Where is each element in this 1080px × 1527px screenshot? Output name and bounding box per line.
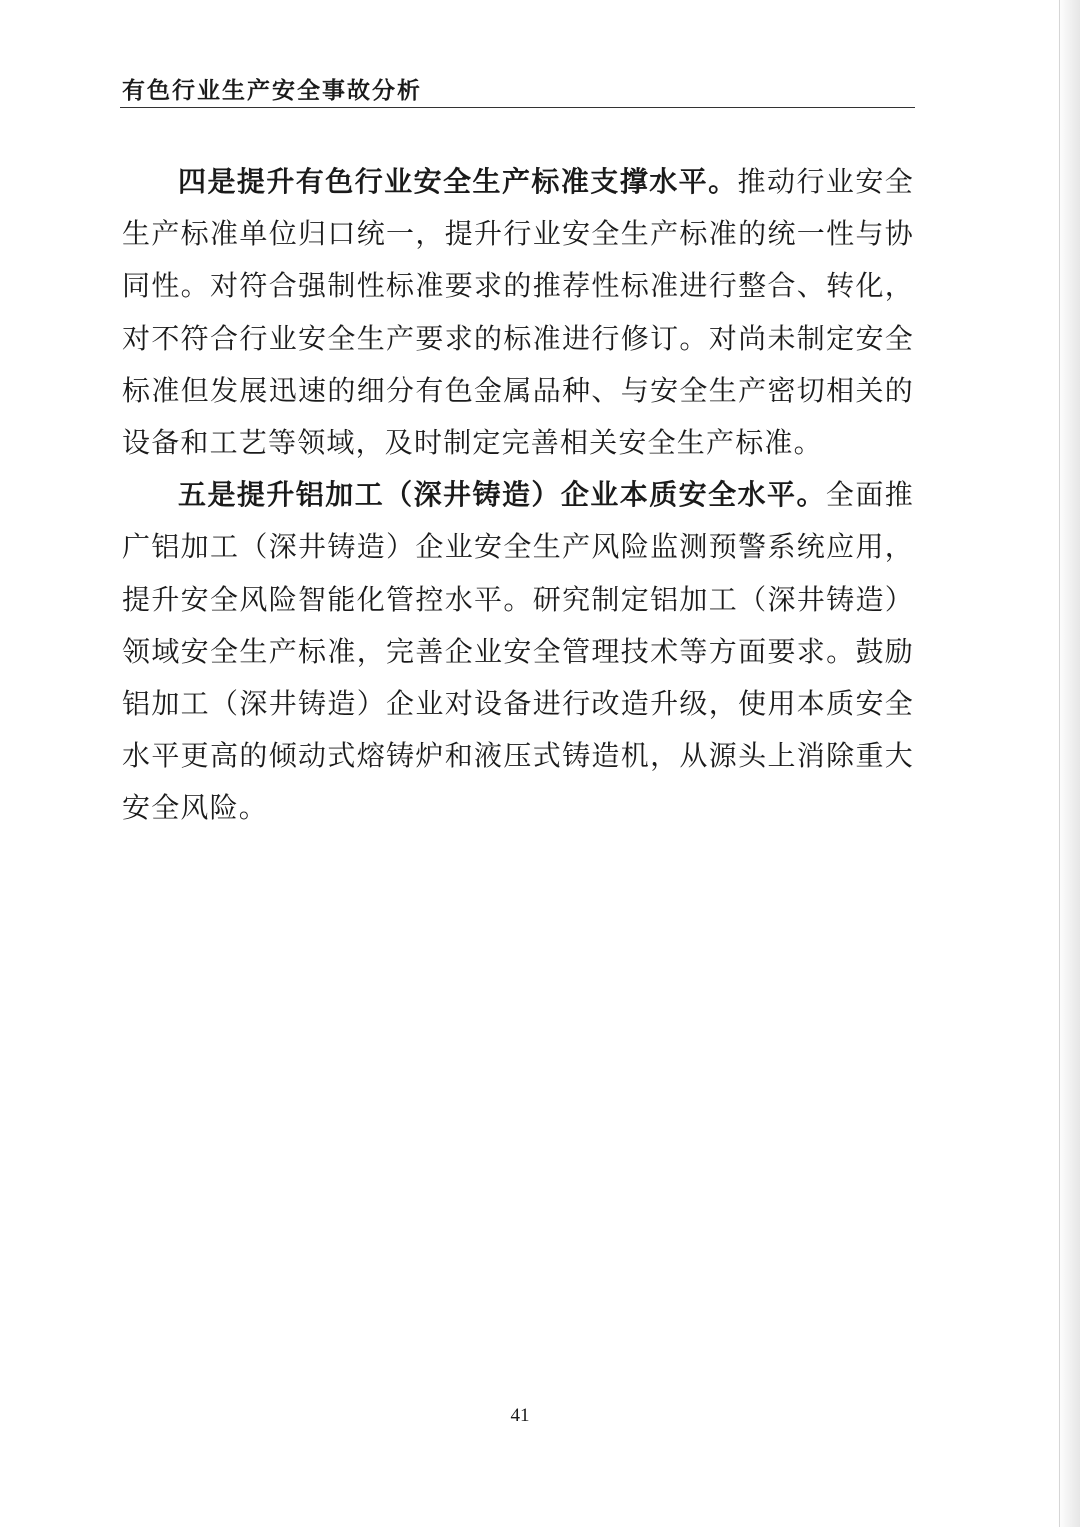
paragraph-lead: 五是提升铝加工（深井铸造）企业本质安全水平。 (178, 478, 826, 512)
body-text (122, 156, 914, 835)
paragraph-aluminum-processing (122, 469, 914, 834)
paragraph-body: 推动行业安全生产标准单位归口统一，提升行业安全生产标准的统一性与协同性。对符合强制性标准要求的推荐性标准进行整合、转化，对不符合行业安全生产要求的标准进行修订。对尚未制定安全标准但发展迅速的细分有色金属品种、与安全生产密切相关的设备和工艺等领域，及时制定完善相关安全生产标准。 (122, 165, 914, 460)
page-number: 41 (510, 1405, 530, 1426)
paragraph-body: 全面推广铝加工（深井铸造）企业安全生产风险监测预警系统应用，提升安全风险智能化管控水平。研究制定铝加工（深井铸造）领域安全生产标准，完善企业安全管理技术等方面要求。鼓励铝加工（深井铸造）企业对设备进行改造升级，使用本质安全水平更高的倾动式熔铸炉和液压式铸造机，从源头上消除重大安全风险。 (122, 478, 914, 825)
scan-page-edge (1058, 0, 1080, 1527)
header-rule (120, 107, 915, 108)
paragraph-standards (122, 156, 914, 469)
running-header: 有色行业生产安全事故分析 (122, 78, 422, 104)
paragraph-lead: 四是提升有色行业安全生产标准支撑水平。 (178, 165, 738, 198)
